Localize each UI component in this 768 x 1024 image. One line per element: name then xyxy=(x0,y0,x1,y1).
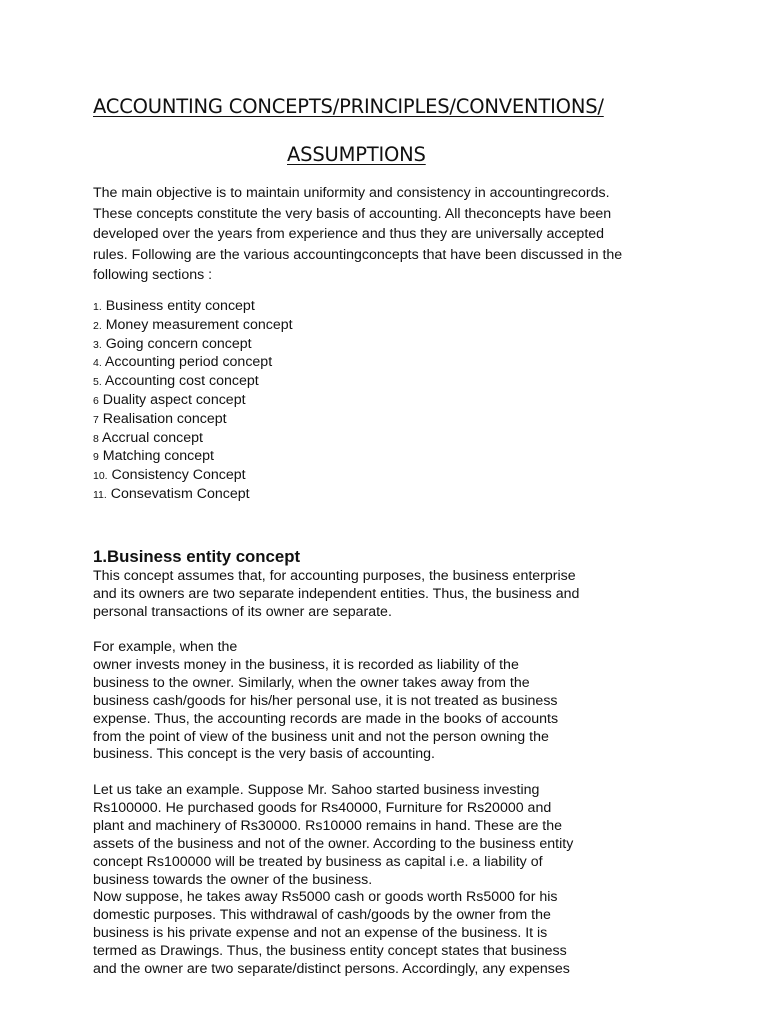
paragraph-line: business towards the owner of the business. xyxy=(93,871,373,888)
list-item xyxy=(93,411,693,430)
list-item-label: Duality aspect concept xyxy=(98,391,246,408)
document-title-line-1: ACCOUNTING CONCEPTS/PRINCIPLES/CONVENTIONS/ xyxy=(93,95,604,118)
list-item xyxy=(93,373,693,392)
list-item-number: 7 xyxy=(93,413,99,426)
intro-line: following sections : xyxy=(93,267,213,284)
list-item-number: 9 xyxy=(93,451,99,464)
paragraph-line: personal transactions of its owner are separate. xyxy=(93,603,392,620)
intro-line: rules. Following are the various accountingconcepts that have been discussed in the xyxy=(93,246,623,263)
list-item-number: 10. xyxy=(93,470,108,483)
list-item-number: 2. xyxy=(93,319,102,332)
intro-line: The main objective is to maintain uniformity and consistency in accountingrecords. xyxy=(93,185,610,201)
intro-paragraph xyxy=(93,183,693,286)
paragraph-line: and its owners are two separate independent entities. Thus, the business and xyxy=(93,585,580,602)
list-item-label: Realisation concept xyxy=(98,410,227,427)
paragraph-line: and the owner are two separate/distinct persons. Accordingly, any expenses xyxy=(93,961,570,978)
section-paragraph-3 xyxy=(93,782,693,979)
list-item-label: Going concern concept xyxy=(101,335,252,352)
list-item xyxy=(93,467,693,486)
list-item xyxy=(93,392,693,411)
paragraph-line: assets of the business and not of the owner. According to the business entity xyxy=(93,835,574,852)
section-paragraph-1 xyxy=(93,568,693,622)
list-item xyxy=(93,486,693,505)
paragraph-line: expense. Thus, the accounting records are made in the books of accounts xyxy=(93,710,559,727)
paragraph-line: business to the owner. Similarly, when the owner takes away from the xyxy=(93,674,530,691)
paragraph-line: termed as Drawings. Thus, the business entity concept states that business xyxy=(93,943,567,960)
list-item-label: Consistency Concept xyxy=(107,467,246,484)
list-item-number: 1. xyxy=(93,301,102,313)
list-item-label: Business entity concept xyxy=(101,298,255,314)
paragraph-line: from the point of view of the business unit and not the person owning the xyxy=(93,728,549,745)
list-item-number: 6 xyxy=(93,394,99,407)
list-item xyxy=(93,354,693,373)
list-item xyxy=(93,317,693,336)
list-item-number: 11. xyxy=(93,488,107,501)
paragraph-line: This concept assumes that, for accounting purposes, the business enterprise xyxy=(93,568,576,584)
paragraph-line: business. This concept is the very basis of accounting. xyxy=(93,746,435,763)
list-item-number: 8 xyxy=(93,432,99,445)
paragraph-line: concept Rs100000 will be treated by business as capital i.e. a liability of xyxy=(93,853,543,870)
intro-line: developed over the years from experience and thus they are universally accepted xyxy=(93,226,605,243)
list-item xyxy=(93,298,693,317)
list-item xyxy=(93,336,693,355)
list-item-number: 5. xyxy=(93,376,102,389)
paragraph-line: business cash/goods for his/her personal use, it is not treated as business xyxy=(93,692,558,709)
list-item xyxy=(93,430,693,449)
concept-list xyxy=(93,298,693,505)
paragraph-line: Let us take an example. Suppose Mr. Sahoo started business investing xyxy=(93,782,540,798)
list-item-label: Accounting period concept xyxy=(101,354,273,371)
paragraph-line: plant and machinery of Rs30000. Rs10000 remains in hand. These are the xyxy=(93,817,563,834)
paragraph-line: domestic purposes. This withdrawal of cash/goods by the owner from the xyxy=(93,907,551,924)
paragraph-line: For example, when the xyxy=(93,639,238,655)
list-item-number: 4. xyxy=(93,357,102,370)
paragraph-line: business is his private expense and not an expense of the business. It is xyxy=(93,925,548,942)
list-item-label: Matching concept xyxy=(98,448,214,465)
list-item-label: Accrual concept xyxy=(98,429,203,446)
paragraph-line: Now suppose, he takes away Rs5000 cash or goods worth Rs5000 for his xyxy=(93,889,558,906)
list-item xyxy=(93,448,693,467)
paragraph-line: owner invests money in the business, it is recorded as liability of the xyxy=(93,656,519,673)
section-heading: 1.Business entity concept xyxy=(93,547,301,566)
list-item-label: Consevatism Concept xyxy=(106,485,250,502)
list-item-number: 3. xyxy=(93,338,102,351)
list-item-label: Money measurement concept xyxy=(101,316,293,333)
document-title-line-2: ASSUMPTIONS xyxy=(287,143,426,166)
paragraph-line: Rs100000. He purchased goods for Rs40000, Furniture for Rs20000 and xyxy=(93,799,552,816)
section-paragraph-2 xyxy=(93,639,693,764)
list-item-label: Accounting cost concept xyxy=(101,373,259,390)
intro-line: These concepts constitute the very basis of accounting. All theconcepts have been xyxy=(93,205,612,222)
